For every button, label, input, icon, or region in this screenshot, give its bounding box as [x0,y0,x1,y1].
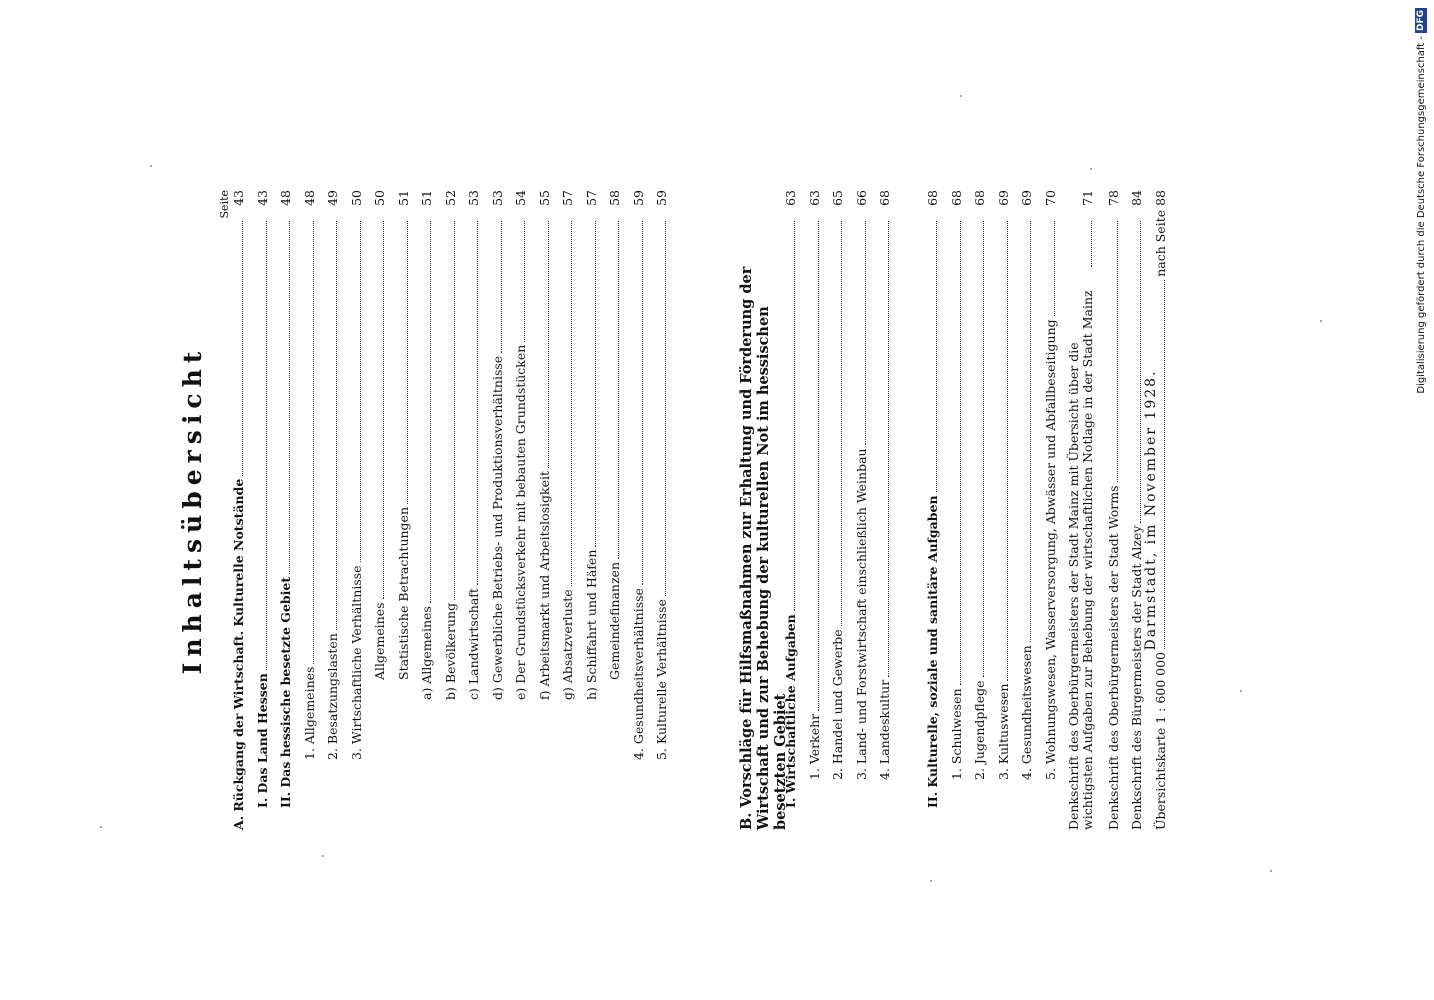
toc-entry-page: 55 [536,190,552,206]
toc-entry [250,190,270,808]
toc-entry-page: 66 [853,190,869,206]
toc-entry-label: a) Allgemeines [419,606,434,700]
toc-entry-page: 68 [925,190,940,206]
scan-speck [960,95,962,97]
toc-entry [414,190,434,700]
toc-entry-label: Denkschrift des Oberbürgermeisters der Stadt Worms [1105,485,1121,830]
toc-entry-page: 57 [583,190,599,206]
toc-entry [508,190,528,700]
toc-entry-page: 78 [1105,190,1121,206]
toc-entry-label: b) Bevölkerung [442,602,458,700]
leader-dots [638,221,643,585]
toc-entry-label: II. Kulturelle, soziale und sanitäre Aufgaben [925,495,940,808]
toc-entry-page: 68 [877,190,892,206]
toc-entry [967,190,987,780]
toc-entry-page: 48 [301,190,317,206]
leader-dots [238,221,243,476]
toc-entry-page: 70 [1042,190,1058,206]
toc-entry-label: 3. Wirtschaftliche Verhältnisse [348,565,364,760]
toc-entry-page: 51 [395,190,411,206]
toc-entry [944,190,964,780]
toc-entry-label: 1. Allgemeines [301,666,317,760]
toc-entry [461,190,481,700]
toc-entry [825,190,845,780]
toc-entry-page: 58 [607,190,622,206]
toc-entry-label: c) Landwirtschaft [466,588,481,700]
toc-entry-page: 69 [1019,190,1034,206]
toc-entry-page: 65 [830,190,845,206]
toc-entry-label: 1. Schulwesen [948,688,964,780]
toc-entry-page: 54 [513,190,528,206]
leader-dots [262,221,267,670]
toc-entry [649,190,669,760]
toc-entry-label: Denkschrift des Oberbürgermeisters der Stadt Mainz mit Übersicht über die wichtigsten Aufgaben zur Behebung der wirtschaftlichen Notlage in der Stadt Mainz [1066,290,1095,830]
toc-entry-label: Gemeindefinanzen [607,561,622,680]
toc-entry-page: 50 [348,190,364,206]
leader-dots [884,221,889,677]
leader-dots [403,221,408,504]
toc-entry-page: 53 [489,190,505,206]
toc-entry [991,190,1011,780]
toc-entry-label: 4. Landeskultur [877,679,892,780]
scan-speck [1320,320,1322,322]
leader-dots [1087,221,1092,267]
toc-entry-label: II. Das hessische besetzte Gebiet [278,576,293,808]
toc-entry [1014,190,1034,780]
scan-speck [1090,168,1092,170]
leader-dots [473,221,478,585]
toc-entry-page: 53 [466,190,481,206]
toc-entry-label: 3. Land- und Forstwirtschaft einschließlich Weinbau [853,448,869,780]
toc-entry [626,190,646,760]
dfg-credit-text: Digitalisierung gefördert durch die Deutsche Forschungsgemeinschaft - [1415,36,1427,394]
toc-entry-label: 2. Handel und Gewerbe [830,629,845,780]
seite-column-label: Seite [218,190,231,219]
leader-dots [544,221,549,468]
toc-entry-page: 50 [372,190,387,206]
leader-dots [956,221,961,685]
toc-entry [802,190,822,780]
toc-entry-page: 69 [995,190,1011,206]
leader-dots [497,221,502,353]
toc-entry-label: f) Arbeitsmarkt und Arbeitslosigkeit [536,470,552,700]
scan-speck [1270,870,1272,872]
toc-entry-page: 43 [231,190,246,206]
toc-entry [555,190,575,700]
toc-entry-label: 5. Wohnungswesen, Wasserversorgung, Abwässer und Abfallbeseitigung [1042,319,1058,780]
toc-entry-page: 51 [419,190,434,206]
toc-entry [532,190,552,700]
toc-entry-label: A. Rückgang der Wirtschaft. Kulturelle Notstände [231,478,246,830]
toc-entry-label: h) Schiffahrt und Häfen [583,549,599,700]
toc-entry-label: I. Wirtschaftliche Aufgaben [783,614,798,808]
toc-entry [297,190,317,760]
scan-speck [930,880,932,882]
toc-entry-label: 1. Verkehr [806,713,822,780]
toc-entry [872,190,892,780]
toc-entry-label: g) Absatzverluste [560,589,575,700]
rotated-toc [178,190,1188,830]
leader-dots [356,221,361,562]
toc-entry-page: 63 [783,190,798,206]
toc-entry-page: 43 [254,190,270,206]
toc-entry [391,190,411,680]
scan-speck [1240,690,1242,692]
toc-entry-page: 57 [560,190,575,206]
toc-entry-label: Übersichtskarte 1 : 600 000 [1152,651,1168,830]
leader-dots [979,221,984,677]
leader-dots [520,221,525,342]
leader-dots [1113,221,1118,482]
toc-entry [579,190,599,700]
leader-dots [567,221,572,586]
toc-entry-page: 68 [972,190,987,206]
toc-entry-page: 71 [1080,190,1095,206]
toc-entry-page: 49 [325,190,340,206]
toc-entry [320,190,340,760]
toc-entry [920,190,940,808]
toc-entry-page: 68 [948,190,964,206]
toc-entry-label: Allgemeines [372,602,387,680]
toc-entry [485,190,505,700]
place-date-footer: Darmstadt, im November 1928. [1143,369,1159,651]
dfg-logo: DFG [1416,10,1426,32]
toc-entry [1063,190,1095,830]
toc-entry-label: 3. Kultuswesen [995,683,1011,780]
leader-dots [932,221,937,492]
toc-entry-label: I. Das Land Hessen [254,673,270,808]
toc-entry [849,190,869,780]
toc-entry [602,190,622,680]
toc-entry-page: nach Seite 88 [1152,190,1168,277]
leader-dots [450,221,455,600]
toc-entry-page: 59 [654,190,669,206]
leader-dots [661,221,666,596]
leader-dots [285,221,290,574]
leader-dots [814,221,819,711]
leader-dots [1050,221,1055,316]
toc-entry [1124,190,1144,830]
part-b-heading: B. Vorschläge für Hilfsmaßnahmen zur Erhaltung und Förderung der Wirtschaft und zur Behebung der kulturellen Not im hessischen besetzten Gebiet [738,266,789,830]
scan-speck [100,826,102,828]
toc-entry [367,190,387,680]
leader-dots [309,221,314,664]
leader-dots [379,221,384,599]
leader-dots [1026,221,1031,642]
scan-speck [322,855,324,857]
toc-entry [273,190,293,808]
scan-speck [150,165,152,167]
toc-entry [344,190,364,760]
toc-entry-label: Statistische Betrachtungen [395,507,411,680]
toc-entry-label: 4. Gesundheitswesen [1019,645,1034,780]
toc-entry-label: d) Gewerbliche Betriebs- und Produktionsverhältnisse [489,355,505,700]
leader-dots [591,221,596,547]
leader-dots [861,221,866,445]
leader-dots [426,221,431,603]
dfg-credit [1413,8,1433,408]
toc-entry-page: 48 [278,190,293,206]
toc-entry [1038,190,1058,780]
leader-dots [790,221,795,611]
toc-entry-page: 63 [806,190,822,206]
leader-dots [1136,221,1141,523]
toc-entry-label: 4. Gesundheitsverhältnisse [630,588,646,760]
toc-entry-label: e) Der Grundstücksverkehr mit bebauten Grundstücken [513,344,528,700]
toc-entry-label: Denkschrift des Bürgermeisters der Stadt Alzey [1129,525,1144,830]
leader-dots [1160,280,1165,649]
toc-entry-page: 84 [1129,190,1144,206]
toc-entry [1101,190,1121,830]
toc-entry [778,190,798,808]
toc-entry-label: 5. Kulturelle Verhältnisse [654,599,669,760]
leader-dots [332,221,337,630]
toc-entry [226,190,246,830]
leader-dots [837,221,842,626]
toc-entry-label: 2. Jugendpflege [972,680,987,780]
toc-entry-page: 52 [442,190,458,206]
toc-entry-page: 59 [630,190,646,206]
leader-dots [1003,221,1008,681]
page-title: Inhaltsübersicht [178,345,207,675]
toc-entry [438,190,458,700]
leader-dots [614,221,619,559]
toc-entry-label: 2. Besatzungslasten [325,633,340,760]
